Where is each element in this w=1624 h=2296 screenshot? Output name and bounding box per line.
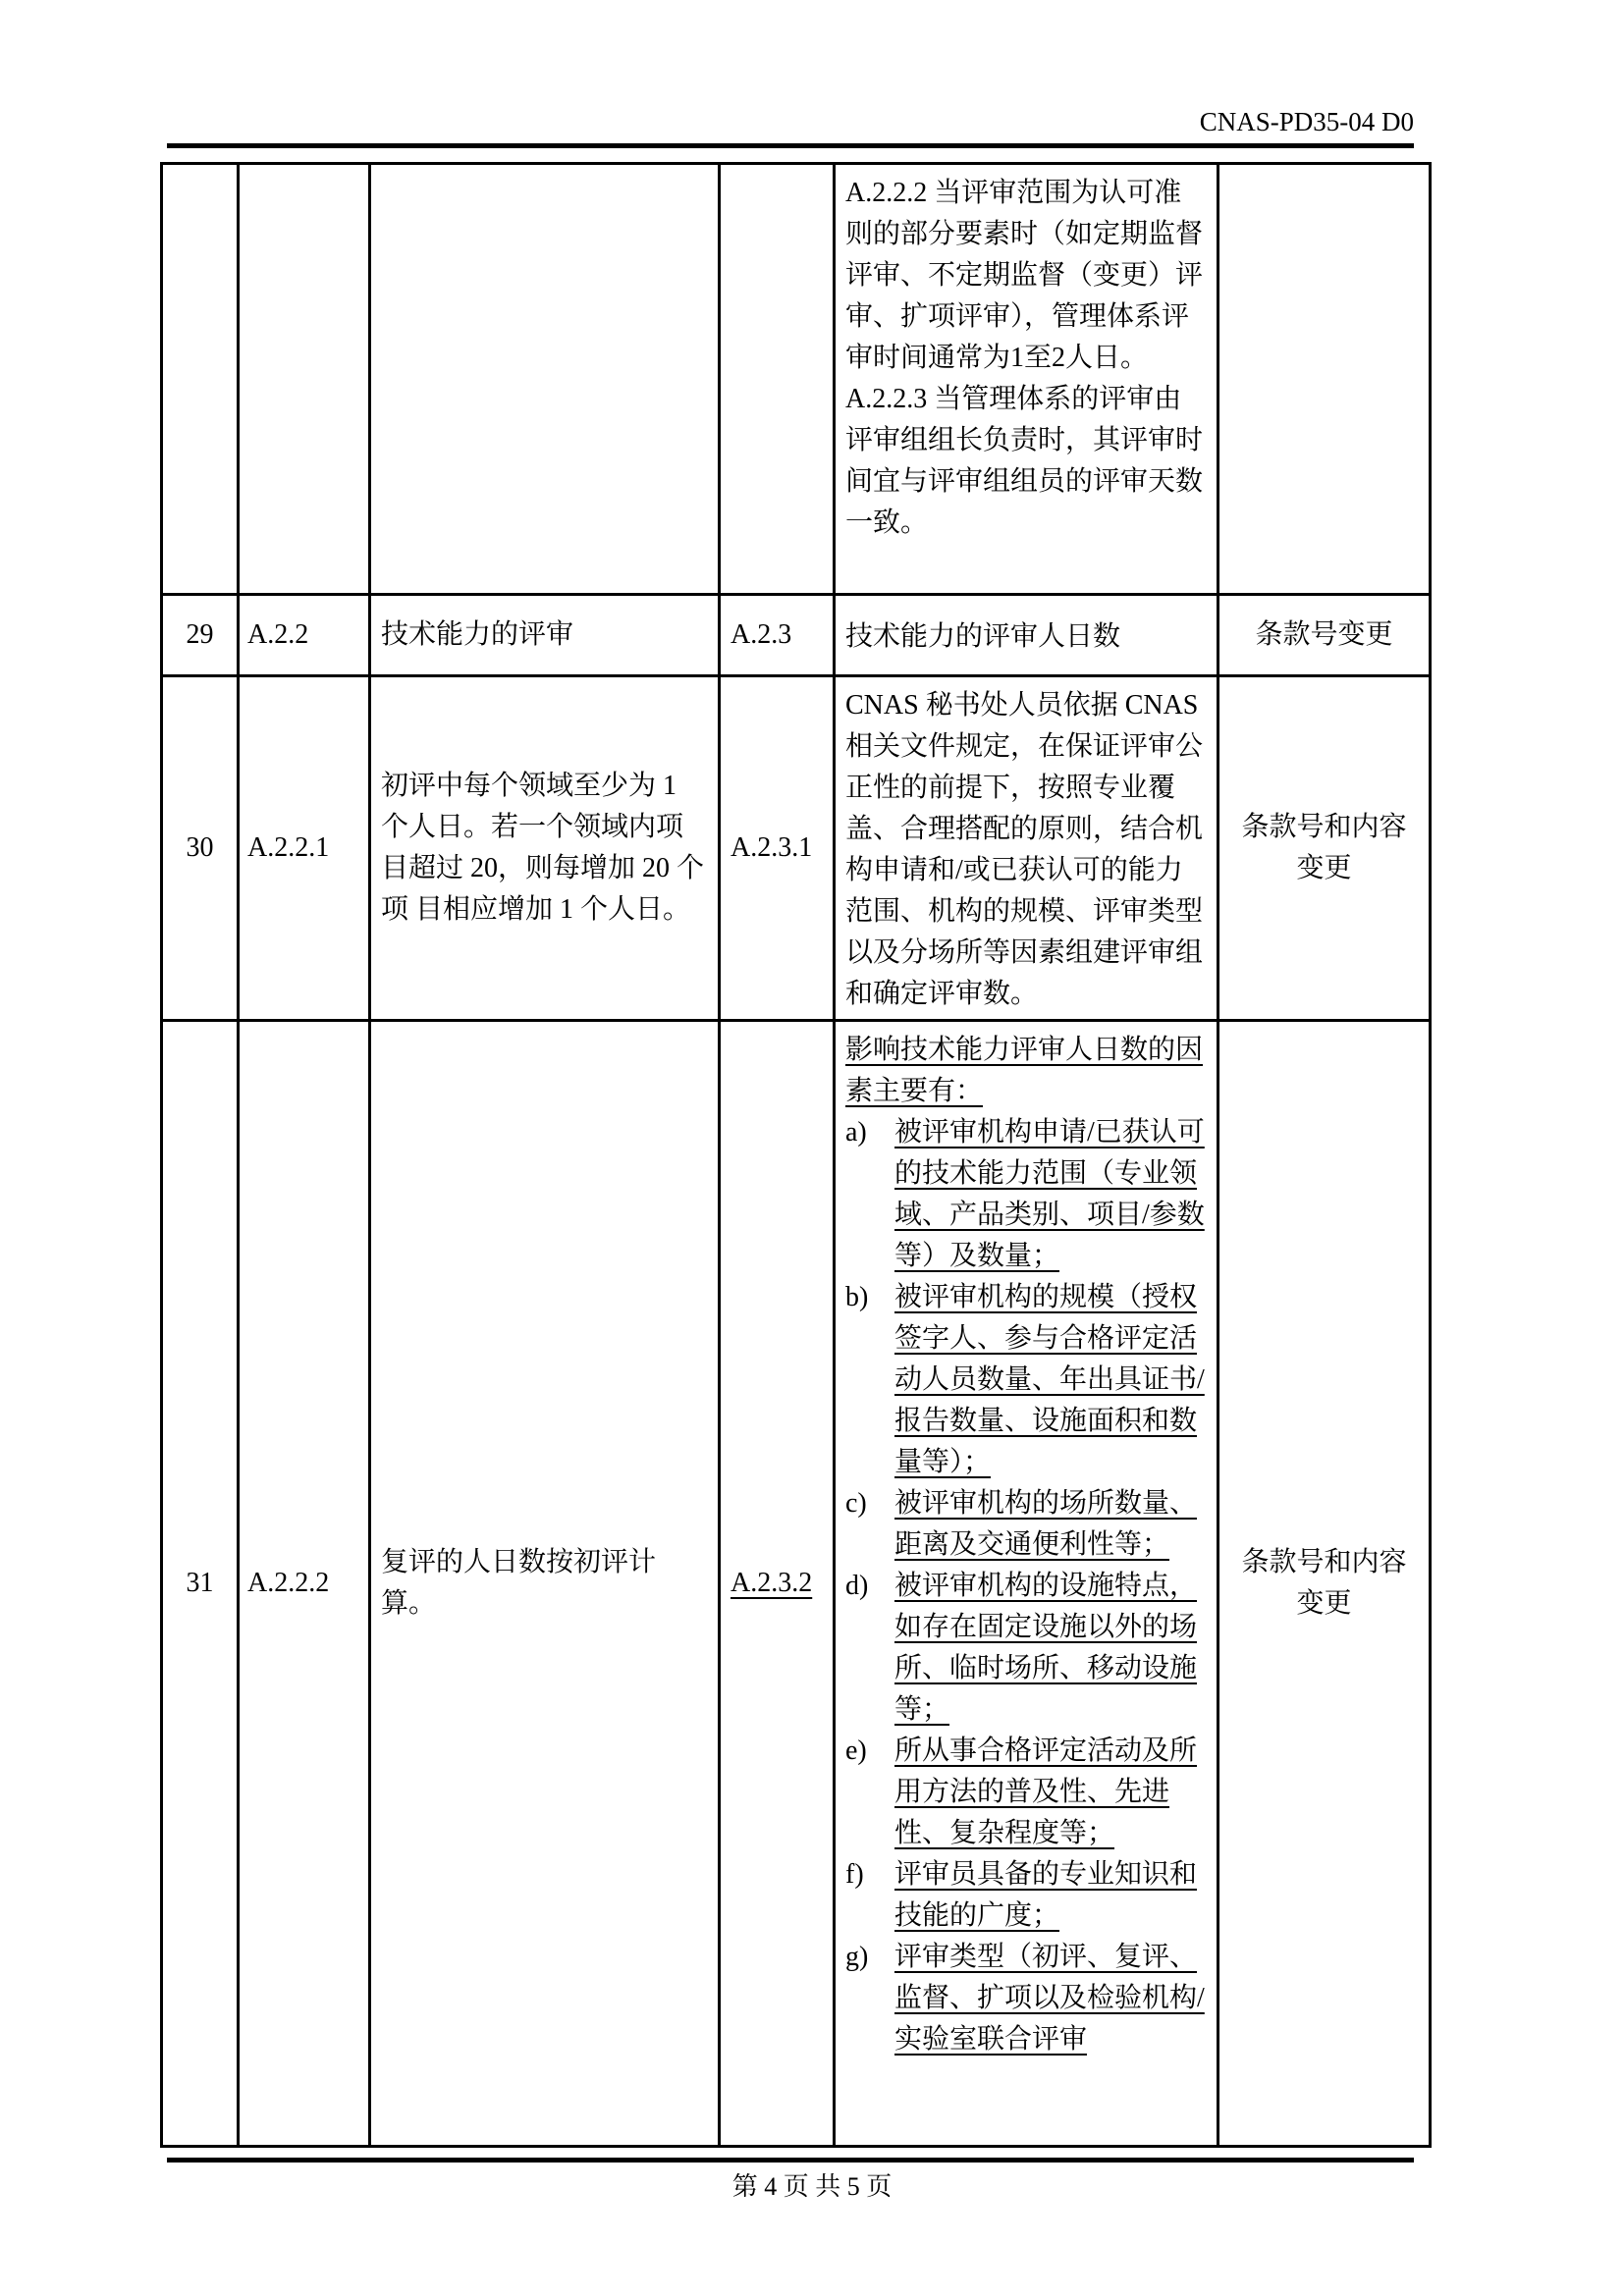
new-content-cell: 技术能力的评审人日数 (835, 595, 1218, 676)
list-item (845, 1566, 1207, 1731)
row-number-cell: 29 (162, 595, 239, 676)
table-row (162, 595, 1431, 676)
old-content-cell (370, 164, 720, 595)
table-row (162, 164, 1431, 595)
list-item (845, 1277, 1207, 1483)
change-type-cell: 条款号变更 (1218, 595, 1431, 676)
list-item-label: g) (845, 1942, 869, 1972)
table-row (162, 1021, 1431, 2147)
old-clause-cell: A.2.2.2 (239, 1021, 370, 2147)
list-item-label: c) (845, 1488, 867, 1519)
list-item (845, 1483, 1207, 1566)
new-clause-cell (720, 164, 835, 595)
list-item-label: a) (845, 1117, 867, 1148)
old-clause-cell: A.2.2 (239, 595, 370, 676)
list-item-text: 被评审机构的设施特点，如存在固定设施以外的场所、临时场所、移动设施等； (894, 1571, 1198, 1725)
list-item-text: 评审类型（初评、复评、监督、扩项以及检验机构/实验室联合评审 (894, 1942, 1205, 2055)
list-item-text: 被评审机构申请/已获认可的技术能力范围（专业领域、产品类别、项目/参数等）及数量； (894, 1117, 1205, 1271)
old-content-cell: 复评的人日数按初评计算。 (370, 1021, 720, 2147)
new-clause-cell: A.2.3.1 (720, 676, 835, 1021)
page-number: 第 4 页 共 5 页 (731, 2172, 893, 2201)
change-type-cell (1218, 164, 1431, 595)
list-item (845, 1937, 1207, 2060)
new-content-cell (835, 164, 1218, 595)
new-content-cell: CNAS 秘书处人员依据 CNAS 相关文件规定，在保证评审公正性的前提下，按照专业覆盖、合理搭配的原则，结合机构申请和/或已获认可的能力范围、机构的规模、评审类型以及分场所等因素组建评审组和确定评审数。 (835, 676, 1218, 1021)
footer-rule (167, 2158, 1414, 2163)
new-content-cell (835, 1021, 1218, 2147)
doc-code: CNAS-PD35-04 D0 (1199, 107, 1414, 136)
new-content-intro: 影响技术能力评审人日数的因素主要有： (845, 1035, 1204, 1106)
new-content-paragraph: A.2.2.3 当管理体系的评审由评审组组长负责时，其评审时间宜与评审组组员的评审天数一致。 (845, 384, 1204, 538)
list-item-label: e) (845, 1735, 867, 1766)
list-item-text: 所从事合格评定活动及所用方法的普及性、先进性、复杂程度等； (894, 1735, 1198, 1848)
list-item (845, 1731, 1207, 1854)
old-content-cell: 技术能力的评审 (370, 595, 720, 676)
list-item-text: 被评审机构的规模（授权签字人、参与合格评定活动人员数量、年出具证书/报告数量、设施面积和数量等）； (894, 1282, 1205, 1477)
list-item (845, 1854, 1207, 1937)
row-number-cell: 31 (162, 1021, 239, 2147)
old-clause-cell (239, 164, 370, 595)
change-comparison-table (160, 162, 1432, 2148)
list-item-text: 评审员具备的专业知识和技能的广度； (894, 1859, 1198, 1931)
old-clause-cell: A.2.2.1 (239, 676, 370, 1021)
row-number-cell: 30 (162, 676, 239, 1021)
new-clause-cell: A.2.3 (720, 595, 835, 676)
change-type-cell: 条款号和内容变更 (1218, 1021, 1431, 2147)
new-clause-text: A.2.3.2 (731, 1568, 813, 1598)
list-item-text: 被评审机构的场所数量、距离及交通便利性等； (894, 1488, 1198, 1560)
header-rule (167, 143, 1414, 148)
list-item (845, 1112, 1207, 1277)
new-clause-cell (720, 1021, 835, 2147)
change-type-cell: 条款号和内容变更 (1218, 676, 1431, 1021)
list-item-label: d) (845, 1571, 869, 1601)
old-content-cell: 初评中每个领域至少为 1 个人日。若一个领域内项目超过 20，则每增加 20 个项 目相应增加 1 个人日。 (370, 676, 720, 1021)
list-item-label: f) (845, 1859, 864, 1890)
table-row (162, 676, 1431, 1021)
list-item-label: b) (845, 1282, 869, 1312)
new-content-paragraph: A.2.2.2 当评审范围为认可准则的部分要素时（如定期监督评审、不定期监督（变更）评审、扩项评审），管理体系评审时间通常为1至2人日。 (845, 178, 1204, 373)
row-number-cell (162, 164, 239, 595)
